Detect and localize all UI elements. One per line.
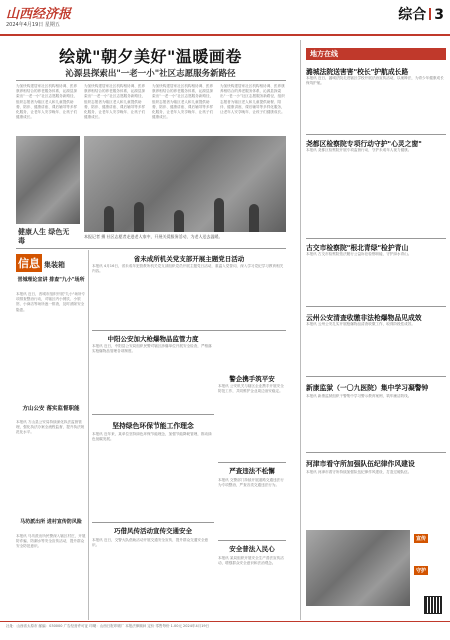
- story-body-law: 本报讯 某局组织开展安全生产普法宣传活动，增强群众安全意识和法治观念。: [218, 556, 284, 566]
- story-body-police-enterprise: 本报讯 公安机关与辖区企业携手开展安全防范工作，共同维护企业周边治安稳定。: [218, 384, 284, 394]
- story-body-strict: 本报讯 交警部门持续开展道路交通违法行为专项整治，严查各类交通违法行为。: [218, 478, 284, 488]
- right-story-title-2: 尧都区检察院专项行动守护"心灵之窗": [306, 140, 422, 148]
- divider: [218, 462, 286, 463]
- divider: [16, 248, 286, 249]
- divider: [92, 414, 214, 415]
- right-story-body-2: 本报讯 尧都区检察院开展专项监督行动，守护未成年人视力健康。: [306, 148, 412, 152]
- divider: [306, 238, 446, 239]
- info-box-small: 集装箱: [44, 261, 65, 269]
- right-story-title-1: 潞城法院送害害"校长"护航成长路: [306, 68, 409, 76]
- page-footer: 社址：山西省太原市 邮编：030000 广告经营许可证 印刷：山西日报印刷厂 本报法律顾问 定价 零售每份 1.00元 2024年4月19日: [0, 621, 450, 640]
- column-divider: [300, 40, 301, 620]
- photo-volunteer-left: [16, 136, 80, 224]
- page-number: 3: [434, 7, 444, 23]
- brief-title-1: 晋城理论宣讲 排查"九小"场所: [17, 277, 85, 283]
- right-story-title-4: 云州公安清查收缴非法枪爆物品见成效: [306, 314, 422, 322]
- story-title-zhongyang: 中阳公安加大枪爆物品监管力度: [107, 335, 199, 343]
- story-body-green: 本报讯 近年来，某单位坚持绿色环保节能理念，加强节能降耗管理，推动绿色低碳发展。: [92, 432, 212, 442]
- figure: [104, 206, 114, 232]
- story-title-strict: 严查违法不松懈: [229, 467, 275, 475]
- story-body-party-day: 本报讯 4月16日，省未成年犯管教所机关党支部组织党员开展主题党日活动，重温入党誓词，深入学习党纪学习教育相关内容。: [92, 264, 284, 274]
- figure: [134, 202, 144, 232]
- divider: [218, 540, 286, 541]
- right-story-title-3: 古交市检察院"根北青绿"检护青山: [306, 244, 409, 252]
- story-title-law: 安全普法入民心: [229, 545, 275, 553]
- story-title-party-day: 省未成所机关党支部开展主题党日活动: [133, 255, 245, 263]
- health-slogan: 健康人生 绿色无毒: [18, 228, 70, 245]
- brief-body-3: 本报讯 马坊派出所民警深入辖区村庄，开展防诈骗、防溺水等安全宣传活动，提升群众安全防范意识。: [16, 534, 86, 549]
- story-body-zhongyang: 本报讯 近日，中阳县公安局组织民警对辖区涉爆单位开展安全检查，严格落实枪爆物品管理各项制度。: [92, 344, 212, 354]
- divider: [306, 306, 446, 307]
- newspaper-logo: 山西经济报: [6, 7, 72, 22]
- photo-caption: 本报记者 摄 社区志愿者走进老人家中，开展关爱服务活动，为老人送去温暖。: [84, 234, 223, 239]
- story-body-traffic: 本报讯 近日，交警大队借助活动开展交通安全宣传，提升群众交通安全意识。: [92, 538, 209, 548]
- masthead: [0, 0, 450, 36]
- brief-body-1: 本报讯 近日，晋城市组织开展"九小"场所专项排查整治行动，对辖区内小餐饮、小旅馆、小商店等场所逐一排查，及时消除安全隐患。: [16, 292, 86, 312]
- photo-right-bottom: [306, 530, 410, 606]
- lead-body-col-1: 为加快构建居家社区机构相协调、医养康养相结合的养老服务体系，沁源县探索出“一老一小”社区志愿服务新路径，组织志愿者为辖区老人和儿童提供助餐、陪伴、健康讲座、课后辅导等多样化服务，让老年人安享晚年、让孩子们健康成长。: [16, 84, 78, 120]
- info-box-big: 信息: [16, 254, 42, 272]
- photo-volunteers-main: [84, 136, 286, 232]
- issue-date: 2024年4月19日 星期五: [6, 22, 60, 28]
- divider: [16, 80, 286, 81]
- right-story-body-4: 本报讯 云州公安扎实开展枪爆物品清查收缴工作，取得阶段性成效。: [306, 322, 415, 326]
- brief-title-2: 方山公安 落实监督职能: [22, 406, 80, 412]
- brief-title-3: 马坊派出所 进村宣传防风险: [20, 519, 82, 525]
- story-title-green: 坚持绿色环保节能工作理念: [112, 422, 194, 430]
- tag-sticker-2: 守护: [416, 568, 427, 574]
- divider-bar: [429, 8, 431, 20]
- lead-subheadline: 沁源县探索出"一老一小"社区志愿服务新路径: [65, 69, 236, 79]
- divider: [92, 330, 286, 331]
- divider: [92, 522, 214, 523]
- lead-body-col-3: 为加快构建居家社区机构相协调、医养康养相结合的养老服务体系，沁源县探索出“一老一小”社区志愿服务新路径，组织志愿者为辖区老人和儿童提供助餐、陪伴、健康讲座、课后辅导等多样化服务，让老年人安享晚年、让孩子们健康成长。: [152, 84, 214, 120]
- story-title-police-enterprise: 警企携手筑平安: [229, 375, 275, 383]
- figure: [174, 210, 184, 232]
- figure: [214, 198, 224, 232]
- column-divider: [88, 250, 89, 620]
- brief-body-2: 本报讯 方山县公安局持续深化执法监督管理，强化执法办案全流程监督，提升执法规范化水平。: [16, 420, 85, 435]
- tag-sticker-1: 宣传: [416, 536, 427, 542]
- divider: [306, 452, 446, 453]
- right-story-body-3: 本报讯 古交市检察院依法履行公益诉讼检察职能，守护绿水青山。: [306, 252, 412, 256]
- info-box-header: [16, 252, 86, 272]
- lead-headline: 绘就"朝夕美好"温暖画卷: [59, 47, 242, 66]
- section-label: 综合 3: [398, 7, 444, 23]
- lead-body-col-4: 为加快构建居家社区机构相协调、医养康养相结合的养老服务体系，沁源县探索出“一老一小”社区志愿服务新路径，组织志愿者为辖区老人和儿童提供助餐、陪伴、健康讲座、课后辅导等多样化服务，让老年人安享晚年、让孩子们健康成长。: [220, 84, 285, 115]
- right-story-body-6: 本报讯 河津市看守所持续加强队伍纪律作风建设，打造过硬队伍。: [306, 470, 412, 474]
- qr-code-icon: [424, 596, 442, 614]
- story-title-traffic: 巧借风传活动宣传交通安全: [114, 527, 192, 535]
- right-story-body-1: 本报讯 近日，潞城法院走进辖区学校开展法治宣传活动，以案释法，为青少年健康成长保驾护航。: [306, 76, 444, 86]
- right-story-body-5: 本报讯 新康监狱组织干警集中学习警示教育案例，筑牢廉洁防线。: [306, 394, 412, 398]
- right-story-title-6: 河津市看守所加强队伍纪律作风建设: [306, 460, 415, 468]
- figure: [249, 204, 259, 232]
- divider: [306, 376, 446, 377]
- lead-body-col-2: 为加快构建居家社区机构相协调、医养康养相结合的养老服务体系，沁源县探索出“一老一小”社区志愿服务新路径，组织志愿者为辖区老人和儿童提供助餐、陪伴、健康讲座、课后辅导等多样化服务，让老年人安享晚年、让孩子们健康成长。: [84, 84, 146, 120]
- right-story-title-5: 新康监狱（一〇九医院）集中学习凝警钟: [306, 384, 429, 392]
- local-online-header: 地方在线: [306, 48, 446, 60]
- divider: [306, 134, 446, 135]
